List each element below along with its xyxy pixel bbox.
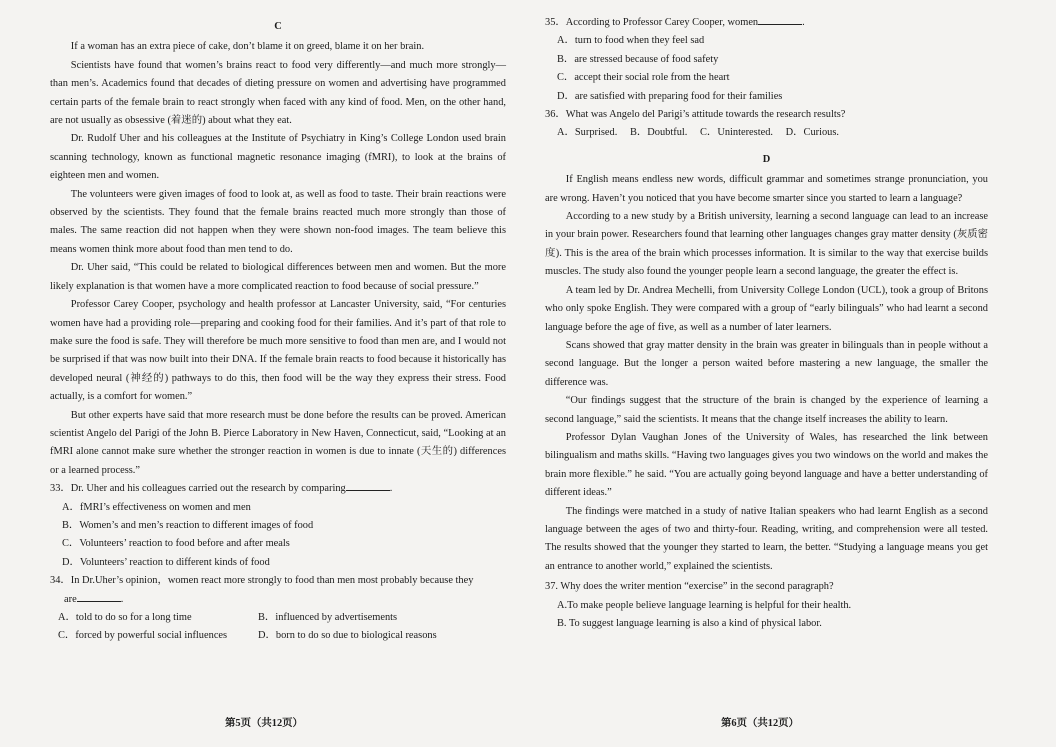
passage-paragraph: If a woman has an extra piece of cake, don’t blame it on greed, blame it on her brain. — [70, 41, 425, 53]
question-37 — [545, 578, 988, 633]
option-c: C．accept their social role from the heart — [557, 72, 730, 84]
passage-paragraph: A team led by Dr. Andrea Mechelli, from University College London (UCL), took a group of Britons who only spoke English. They were compared with a group of “early bilinguals” who had learnt a second language before the age of five, as well as a number of later learners. — [545, 284, 988, 333]
passage-paragraph: But other experts have said that more research must be done before the results can be proved. American scientist Angelo del Parigi of the John B. Pierce Laboratory in New Haven, Connecticut, said, “Looking at an fMRI alone cannot make sure whether the stronger reaction in women is due to innate (天生的) differences or a learned process.” — [50, 409, 506, 476]
question-33-stem: 33．Dr. Uher and his colleagues carried out the research by comparing — [50, 483, 346, 495]
question-37-stem: 37. Why does the writer mention “exercise” in the second paragraph? — [545, 581, 834, 593]
option-c: C．Uninterested. — [700, 127, 774, 139]
option-d: D．are satisfied with preparing food for their families — [557, 90, 783, 102]
page-number-left: 第5页（共12页） — [225, 718, 303, 729]
question-35-stem: 35．According to Professor Carey Cooper, women — [545, 17, 759, 28]
question-36 — [545, 106, 988, 143]
page-right — [545, 14, 988, 633]
passage-paragraph: Scientists have found that women’s brains react to food very differently—and much more strongly—than men’s. Academics found that decades of dieting pressure on women and advertising have programmed certain parts of the female brain to react strongly when faced with any kind of food. Men, on the other hand, are not usually as obsessive (着迷的) about what they eat. — [50, 59, 506, 127]
passage-paragraph: Professor Dylan Vaughan Jones of the University of Wales, has researched the link between bilingualism and maths skills. “Having two languages gives you two windows on the world and makes the brain more flexible.” he said. “You are actually going beyond language and have a better understanding of different ideas.” — [545, 431, 988, 499]
passage-paragraph: Dr. Rudolf Uher and his colleagues at the Institute of Psychiatry in King’s College London used brain scanning technology, known as functional magnetic resonance imaging (fMRI), to look at the brains of eighteen men and women. — [50, 133, 506, 182]
page-left — [50, 14, 506, 646]
option-b: B．are stressed because of food safety — [557, 53, 719, 65]
answer-blank — [758, 14, 802, 25]
answer-blank — [346, 480, 390, 491]
section-title-d: D — [762, 153, 771, 165]
answer-blank — [77, 591, 121, 602]
passage-paragraph: “Our findings suggest that the structure of the brain is changed by the experience of learning a second language,” said the scientists. It means that the change itself increases the ability to learn. — [545, 395, 988, 425]
option-c: C．forced by powerful social influences — [58, 630, 228, 642]
option-a: A．told to do so for a long time — [58, 612, 192, 623]
option-b: B. To suggest language learning is also a kind of physical labor. — [557, 618, 822, 629]
option-b: B．influenced by advertisements — [258, 612, 398, 623]
section-title-c: C — [274, 21, 282, 32]
question-36-stem: 36．What was Angelo del Parigi’s attitude towards the research results? — [545, 109, 846, 121]
passage-paragraph: Professor Carey Cooper, psychology and health professor at Lancaster University, said, “For centuries women have had a providing role—preparing and cooking food for their families. And it’s part of that role to make sure the food is safe. They will therefore be much more sensitive to food than men are, and I would not be surprised if that was now built into their DNA. If the female brain reacts to food because it historically has developed neural (神经的) pathways to do this, then food will be the way they express their stress. Food actually, is a comfort for women.” — [50, 299, 506, 403]
option-d: D．Curious. — [785, 127, 840, 139]
option-d: D．born to do so due to biological reasons — [258, 630, 437, 642]
passage-paragraph: According to a new study by a British university, learning a second language can lead to an increase in your brain power. Researchers found that learning other languages changes gray matter density (灰质密度). This is the area of the brain which processes information. It is similar to the way that exercise builds muscles. The study also found the younger people learn a second language, the greater the effect is. — [545, 211, 988, 278]
page-number-right: 第6页（共12页） — [721, 718, 799, 729]
passage-paragraph: The volunteers were given images of food to look at, as well as food to taste. Their brain reactions were observed by the scientists. They found that the female brains reacted much more strongly than those of males. The same reaction did not happen when they were shown non-food images. The team believe this means women think more about food than men tend to do. — [50, 188, 506, 255]
passage-paragraph: Scans showed that gray matter density in the brain was greater in bilinguals than in people without a second language. But the longer a person waited before mastering a new language, the smaller the difference was. — [545, 339, 988, 388]
passage-paragraph: If English means endless new words, difficult grammar and sometimes strange pronunciation, you are wrong. Haven’t you noticed that you have become smarter since you started to learn a language? — [545, 174, 988, 204]
option-a: A．fMRI’s effectiveness on women and men — [62, 501, 251, 513]
option-b: B．Women’s and men’s reaction to different images of food — [62, 519, 314, 531]
option-a: A．Surprised. — [557, 127, 618, 139]
option-a: A．turn to food when they feel sad — [557, 35, 705, 47]
option-a: A.To make people believe language learning is helpful for their health. — [557, 599, 852, 611]
question-33: 33．Dr. Uher and his colleagues carried out the research by comparing . A．fMRI’s effectiveness on women and men B．Women’s and men’s reaction to different images of food C．Volunteers’ reaction to food before and after meals D．Volunteers’ reaction to different kinds of food — [50, 480, 506, 572]
passage-paragraph: The findings were matched in a study of native Italian speakers who had learnt English as a second language between the ages of two and thirty-four. Reading, writing, and comprehension were all tested. The results showed that the younger they started to learn, the better. “Studying a language means you get an entrance to another world,” explained the scientists. — [545, 505, 988, 572]
option-c: C．Volunteers’ reaction to food before and after meals — [62, 538, 290, 550]
passage-paragraph: Dr. Uher said, “This could be related to biological differences between men and women. But the more likely explanation is that women have a more complicated reaction to food because of social pressure.” — [50, 262, 506, 292]
question-34-stem: 34．In Dr.Uher’s opinion，women react more strongly to food than men most probably because they — [50, 575, 474, 587]
question-35: 35．According to Professor Carey Cooper, women . A．turn to food when they feel sad B．are stressed because of food safety C．accept their social role from the heart D．are satisfied with preparing food for their families — [545, 14, 988, 106]
question-34: 34．In Dr.Uher’s opinion，women react more strongly to food than men most probably because they are . A．told to do so for a long time B．influenced by advertisements C．forced by powerful social influences D．born to do so due to biological reasons — [50, 572, 506, 646]
option-d: D．Volunteers’ reaction to different kinds of food — [62, 556, 270, 568]
option-b: B．Doubtful. — [629, 127, 688, 139]
